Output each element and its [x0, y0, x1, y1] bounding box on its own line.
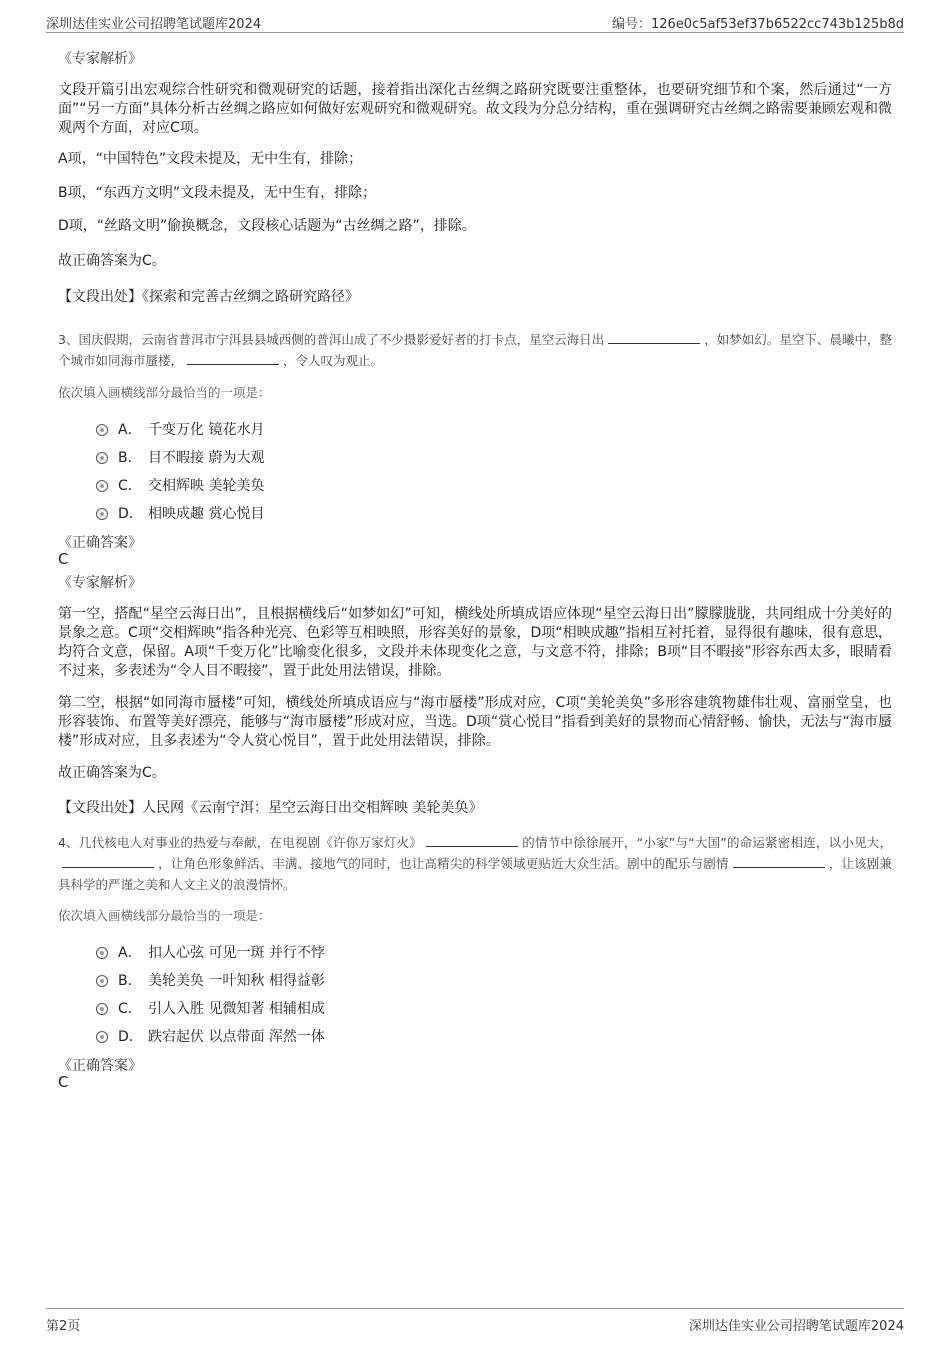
- footer-title: 深圳达佳实业公司招聘笔试题库2024: [688, 1319, 904, 1334]
- radio-button-icon[interactable]: [96, 452, 108, 464]
- source-citation: 【文段出处】《探索和完善古丝绸之路研究路径》: [58, 289, 359, 305]
- radio-button-icon[interactable]: [96, 1031, 108, 1043]
- question-text: ，让该剧兼具科学的严谨之美和人文主义的浪漫情怀。: [58, 856, 892, 892]
- radio-button-icon[interactable]: [96, 480, 108, 492]
- question-text: ，让角色形象鲜活、丰满、接地气的同时，也让高精尖的科学领域更贴近大众生活。剧中的配乐与剧情: [158, 856, 729, 871]
- analysis-paragraph: D项，“丝路文明”偷换概念，文段核心话题为“古丝绸之路”，排除。: [58, 218, 476, 234]
- question-text: ，如梦如幻。星空下、晨曦中，整个城市如同海市蜃楼，: [58, 332, 892, 368]
- header-title: 深圳达佳实业公司招聘笔试题库2024: [46, 17, 262, 32]
- radio-button-icon[interactable]: [96, 947, 108, 959]
- option-text: 相映成趣 赏心悦目: [148, 506, 265, 522]
- fill-blank: [733, 855, 825, 868]
- analysis-heading: 《专家解析》: [58, 51, 142, 67]
- correct-answer-heading: 《正确答案》: [58, 1058, 142, 1074]
- correct-answer-heading: 《正确答案》: [58, 535, 142, 551]
- option-letter: C．: [118, 1001, 142, 1017]
- question-4-stem: [58, 832, 892, 895]
- page-number: 第2页: [46, 1319, 81, 1334]
- option-letter: A．: [118, 422, 142, 438]
- option-letter: D．: [118, 506, 143, 522]
- header-serial-number: 编号：126e0c5af53ef37b6522cc743b125b8d: [612, 17, 904, 32]
- option-text: 千变万化 镜花水月: [148, 422, 265, 438]
- radio-button-icon[interactable]: [96, 1003, 108, 1015]
- analysis-paragraph: 第一空，搭配“星空云海日出”，且根据横线后“如梦如幻”可知，横线处所填成语应体现“星空云海日出”朦朦胧胧，共同组成十分美好的景象之意。C项“交相辉映”指各种光亮、色彩等互相映照，形容美好的景象，D项“相映成趣”指相互衬托着，显得很有趣味，很有意思，均符合文意，保留。A项“千变万化”比喻变化很多，文段并未体现变化之意，与文意不符，排除；B项“目不暇接”形容东西太多，眼睛看不过来，多表述为“令人目不暇接”，置于此处用法错误，排除。: [58, 606, 892, 679]
- option-text: 美轮美奂 一叶知秋 相得益彰: [148, 973, 325, 989]
- analysis-paragraph: A项，“中国特色”文段未提及，无中生有，排除；: [58, 151, 363, 167]
- answer-statement: 故正确答案为C。: [58, 253, 166, 269]
- option-text: 跌宕起伏 以点带面 浑然一体: [148, 1029, 325, 1045]
- question-3-stem: [58, 329, 892, 371]
- radio-button-icon[interactable]: [96, 424, 108, 436]
- question-instruction: 依次填入画横线部分最恰当的一项是：: [58, 908, 271, 923]
- option-letter: D．: [118, 1029, 143, 1045]
- page-header: [46, 10, 904, 33]
- correct-answer: C: [58, 550, 69, 568]
- radio-button-icon[interactable]: [96, 508, 108, 520]
- source-citation: 【文段出处】人民网《云南宁洱：星空云海日出交相辉映 美轮美奂》: [58, 800, 483, 816]
- analysis-paragraph: B项，“东西方文明”文段未提及，无中生有，排除；: [58, 185, 377, 201]
- question-text: 的情节中徐徐展开，“小家”与“大国”的命运紧密相连，以小见大，: [522, 835, 892, 850]
- fill-blank: [426, 834, 518, 847]
- option-text: 引人入胜 见微知著 相辅相成: [148, 1001, 325, 1017]
- question-text: 3、国庆假期，云南省普洱市宁洱县县城西侧的普洱山成了不少摄影爱好者的打卡点，星空云海日出: [58, 332, 605, 347]
- option-text: 交相辉映 美轮美奂: [148, 478, 265, 494]
- option-text: 扣人心弦 可见一斑 并行不悖: [148, 945, 325, 961]
- option-letter: C．: [118, 478, 142, 494]
- radio-button-icon[interactable]: [96, 975, 108, 987]
- analysis-paragraph: 文段开篇引出宏观综合性研究和微观研究的话题，接着指出深化古丝绸之路研究既要注重整体，也要研究细节和个案，然后通过“一方面”“另一方面”具体分析古丝绸之路应如何做好宏观研究和微观研究。故文段为分总分结构，重在强调研究古丝绸之路需要兼顾宏观和微观两个方面，对应C项。: [58, 82, 892, 136]
- answer-statement: 故正确答案为C。: [58, 765, 166, 781]
- question-text: ，令人叹为观止。: [283, 353, 384, 368]
- fill-blank: [187, 352, 279, 365]
- page-footer: [46, 1308, 904, 1335]
- analysis-heading: 《专家解析》: [58, 575, 142, 591]
- option-letter: A．: [118, 945, 142, 961]
- analysis-paragraph: 第二空，根据“如同海市蜃楼”可知，横线处所填成语应与“海市蜃楼”形成对应，C项“美轮美奂”多形容建筑物雄伟壮观、富丽堂皇，也形容装饰、布置等美好漂亮，能够与“海市蜃楼”形成对应，当选。D项“赏心悦目”指看到美好的景物而心情舒畅、愉快，无法与“海市蜃楼”形成对应，且多表述为“令人赏心悦目”，置于此处用法错误，排除。: [58, 695, 892, 749]
- option-text: 目不暇接 蔚为大观: [148, 450, 265, 466]
- correct-answer: C: [58, 1073, 69, 1091]
- fill-blank: [62, 855, 154, 868]
- option-letter: B．: [118, 973, 142, 989]
- question-instruction: 依次填入画横线部分最恰当的一项是：: [58, 385, 271, 400]
- option-letter: B．: [118, 450, 142, 466]
- question-text: 4、几代核电人对事业的热爱与奉献，在电视剧《许你万家灯火》: [58, 835, 423, 850]
- fill-blank: [608, 331, 700, 344]
